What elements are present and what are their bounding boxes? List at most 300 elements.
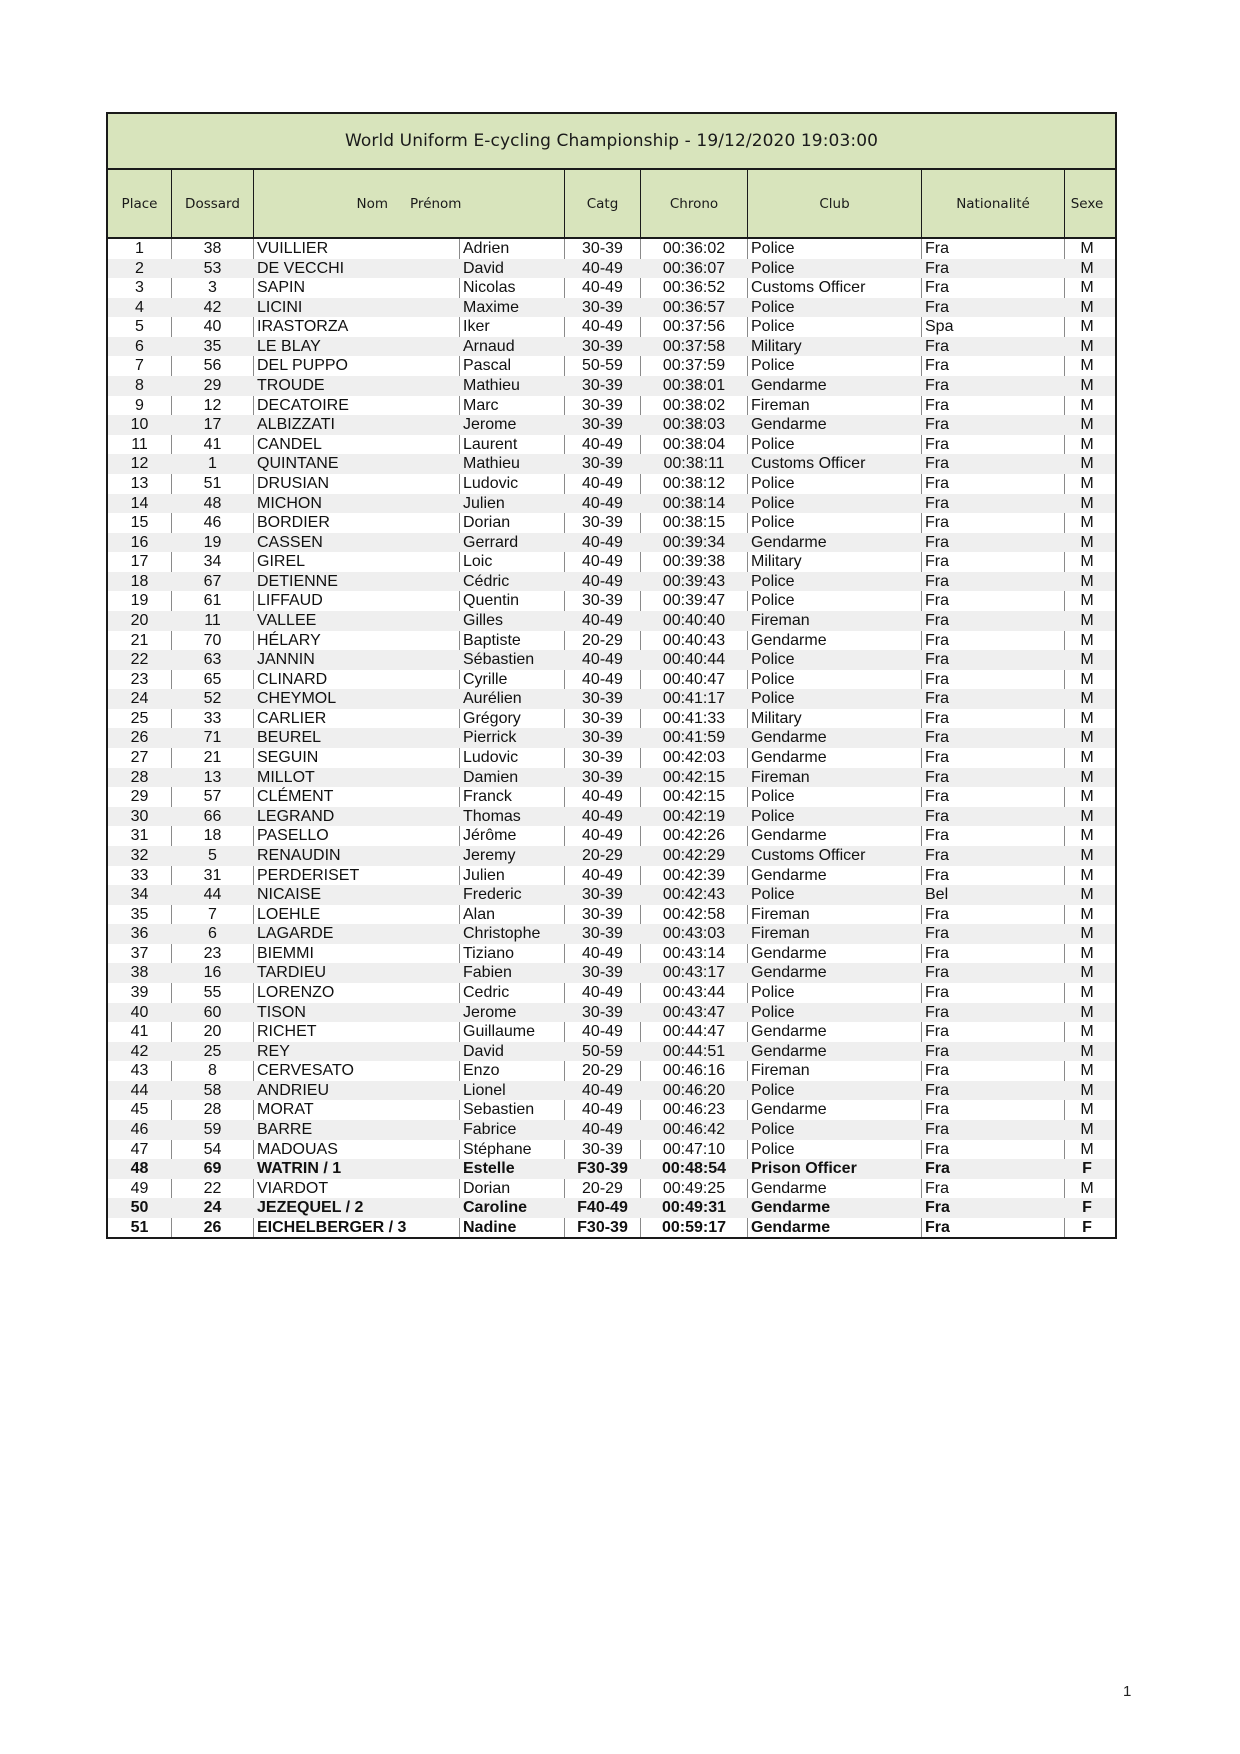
- cell-nom: VUILLIER: [253, 239, 459, 259]
- cell-prenom: Pierrick: [463, 729, 517, 747]
- cell-dossard: 25: [203, 1042, 222, 1060]
- cell-place: 34: [130, 886, 149, 904]
- cell-club: Gendarme: [751, 1042, 827, 1060]
- cell-club: Fireman: [751, 611, 810, 629]
- cell-prenom: Jérôme: [459, 826, 564, 846]
- cell-place: 8: [135, 377, 144, 395]
- cell-nom: JANNIN: [257, 651, 315, 669]
- cell-place: 29: [130, 788, 149, 806]
- cell-sexe: M: [1080, 1042, 1094, 1060]
- cell-sexe: M: [1080, 964, 1094, 982]
- table-row: [108, 572, 1115, 592]
- cell-nom: WATRIN / 1: [257, 1160, 342, 1178]
- cell-sexe: M: [1080, 298, 1094, 316]
- cell-dossard: 23: [171, 944, 253, 964]
- cell-place: 31: [130, 827, 149, 845]
- header-catg: Catg: [564, 170, 640, 237]
- cell-chrono: 00:43:47: [662, 1003, 726, 1021]
- cell-club: Gendarme: [751, 729, 827, 747]
- cell-sexe: M: [1080, 690, 1094, 708]
- cell-catg: 30-39: [564, 709, 640, 729]
- cell-club: Police: [751, 690, 795, 708]
- cell-nom: SAPIN: [253, 278, 459, 298]
- cell-nationalite: Fra: [925, 1003, 949, 1021]
- cell-club: Military: [751, 337, 802, 355]
- cell-dossard: 57: [171, 787, 253, 807]
- cell-chrono: 00:38:11: [663, 455, 725, 473]
- table-row: [108, 239, 1115, 259]
- cell-place: 32: [130, 846, 149, 864]
- cell-nationalite: Fra: [925, 1121, 949, 1139]
- cell-sexe: M: [1064, 396, 1109, 416]
- cell-prenom: Iker: [459, 317, 564, 337]
- cell-sexe: M: [1064, 1140, 1109, 1160]
- table-row: [108, 670, 1115, 690]
- table-row: [108, 748, 1115, 768]
- cell-chrono: 00:36:02: [640, 239, 747, 259]
- cell-dossard: 61: [171, 591, 253, 611]
- cell-dossard: 58: [203, 1081, 222, 1099]
- cell-sexe: M: [1064, 1061, 1109, 1081]
- cell-place: 19: [130, 592, 149, 610]
- cell-dossard: 71: [203, 729, 222, 747]
- cell-place: 51: [130, 1218, 149, 1236]
- cell-chrono: 00:42:29: [662, 846, 726, 864]
- cell-sexe: M: [1064, 513, 1109, 533]
- cell-catg: 50-59: [564, 356, 640, 376]
- cell-nationalite: Fra: [925, 846, 949, 864]
- table-row: [108, 533, 1115, 553]
- cell-sexe: M: [1064, 709, 1109, 729]
- cell-dossard: 59: [203, 1121, 222, 1139]
- cell-nom: TISON: [257, 1003, 306, 1021]
- cell-prenom: Jerome: [463, 1003, 517, 1021]
- table-row: [108, 650, 1115, 670]
- cell-catg: 30-39: [582, 729, 623, 747]
- cell-catg: 20-29: [564, 1179, 640, 1199]
- header-chrono: Chrono: [640, 170, 747, 237]
- cell-dossard: 13: [203, 768, 222, 786]
- cell-place: 49: [130, 1179, 149, 1197]
- table-row: [108, 1003, 1115, 1023]
- cell-chrono: 00:37:59: [640, 356, 747, 376]
- cell-prenom: Cedric: [459, 983, 564, 1003]
- table-row: [108, 1100, 1115, 1120]
- cell-dossard: 54: [171, 1140, 253, 1160]
- cell-dossard: 66: [203, 807, 222, 825]
- table-row: [108, 552, 1115, 572]
- cell-club: Gendarme: [747, 1022, 921, 1042]
- cell-chrono: 00:37:58: [662, 337, 726, 355]
- cell-catg: 30-39: [582, 886, 623, 904]
- cell-club: Prison Officer: [751, 1160, 857, 1178]
- cell-dossard: 16: [203, 964, 222, 982]
- cell-catg: 40-49: [564, 944, 640, 964]
- cell-place: 39: [130, 983, 149, 1001]
- cell-nom: RICHET: [253, 1022, 459, 1042]
- cell-club: Fireman: [751, 768, 810, 786]
- cell-nom: MADOUAS: [253, 1140, 459, 1160]
- cell-catg: 40-49: [582, 611, 623, 629]
- cell-club: Gendarme: [747, 826, 921, 846]
- table-row: [108, 337, 1115, 357]
- cell-club: Gendarme: [751, 533, 827, 551]
- cell-chrono: 00:46:23: [640, 1100, 747, 1120]
- cell-nom: LE BLAY: [257, 337, 321, 355]
- cell-chrono: 00:39:38: [640, 552, 747, 572]
- cell-nom: DE VECCHI: [257, 259, 345, 277]
- cell-dossard: 38: [171, 239, 253, 259]
- cell-catg: 30-39: [564, 905, 640, 925]
- cell-prenom: Loic: [459, 552, 564, 572]
- header-nom: Nom: [356, 195, 389, 212]
- cell-nationalite: Fra: [921, 552, 1064, 572]
- cell-catg: 40-49: [582, 651, 623, 669]
- cell-prenom: Gerrard: [463, 533, 519, 551]
- cell-sexe: M: [1080, 768, 1094, 786]
- cell-dossard: 5: [208, 846, 217, 864]
- cell-nom: JEZEQUEL / 2: [257, 1199, 364, 1217]
- cell-dossard: 65: [171, 670, 253, 690]
- table-header: [108, 170, 1115, 239]
- cell-sexe: M: [1064, 591, 1109, 611]
- cell-nationalite: Fra: [925, 807, 949, 825]
- cell-sexe: M: [1064, 670, 1109, 690]
- cell-sexe: M: [1080, 886, 1094, 904]
- cell-prenom: Estelle: [463, 1160, 515, 1178]
- cell-dossard: 28: [171, 1100, 253, 1120]
- cell-sexe: M: [1080, 651, 1094, 669]
- cell-chrono: 00:42:26: [640, 826, 747, 846]
- cell-catg: 40-49: [564, 866, 640, 886]
- cell-club: Gendarme: [751, 1199, 831, 1217]
- cell-prenom: Dorian: [459, 1179, 564, 1199]
- cell-nom: GIREL: [253, 552, 459, 572]
- cell-nom: BARRE: [257, 1121, 313, 1139]
- cell-catg: 30-39: [582, 337, 623, 355]
- cell-sexe: M: [1080, 377, 1094, 395]
- cell-club: Fireman: [747, 396, 921, 416]
- cell-nom: MICHON: [257, 494, 322, 512]
- cell-prenom: Maxime: [463, 298, 520, 316]
- cell-place: 5: [135, 318, 144, 336]
- cell-catg: 40-49: [582, 494, 623, 512]
- cell-catg: F40-49: [577, 1199, 628, 1217]
- cell-prenom: Christophe: [463, 925, 541, 943]
- cell-nationalite: Fra: [925, 1199, 950, 1217]
- cell-catg: 30-39: [582, 1003, 623, 1021]
- cell-catg: 40-49: [582, 572, 623, 590]
- cell-chrono: 00:41:17: [662, 690, 726, 708]
- cell-sexe: M: [1080, 259, 1094, 277]
- cell-dossard: 69: [203, 1160, 222, 1178]
- cell-sexe: M: [1080, 1003, 1094, 1021]
- cell-chrono: 00:40:40: [662, 611, 726, 629]
- cell-prenom: Arnaud: [463, 337, 515, 355]
- cell-place: 7: [135, 357, 144, 375]
- table-row: [108, 376, 1115, 396]
- cell-place: 24: [130, 690, 149, 708]
- cell-sexe: M: [1080, 455, 1094, 473]
- table-row: [108, 768, 1115, 788]
- cell-sexe: M: [1064, 905, 1109, 925]
- cell-catg: 30-39: [564, 239, 640, 259]
- cell-chrono: 00:43:14: [640, 944, 747, 964]
- table-row: [108, 317, 1115, 337]
- cell-chrono: 00:46:20: [662, 1081, 726, 1099]
- table-row: [108, 1179, 1115, 1199]
- table-row: [108, 1061, 1115, 1081]
- cell-place: 42: [130, 1042, 149, 1060]
- cell-dossard: 18: [171, 826, 253, 846]
- cell-prenom: Thomas: [463, 807, 521, 825]
- cell-club: Police: [747, 591, 921, 611]
- cell-catg: 40-49: [564, 278, 640, 298]
- cell-club: Police: [747, 435, 921, 455]
- cell-nationalite: Fra: [921, 709, 1064, 729]
- cell-catg: 40-49: [564, 826, 640, 846]
- cell-prenom: Mathieu: [463, 377, 520, 395]
- cell-prenom: Baptiste: [459, 631, 564, 651]
- cell-prenom: Damien: [463, 768, 519, 786]
- cell-club: Police: [747, 513, 921, 533]
- cell-chrono: 00:42:43: [662, 886, 726, 904]
- cell-sexe: M: [1064, 631, 1109, 651]
- cell-prenom: Marc: [459, 396, 564, 416]
- cell-chrono: 00:38:02: [640, 396, 747, 416]
- cell-prenom: Franck: [459, 787, 564, 807]
- cell-nom: SEGUIN: [253, 748, 459, 768]
- cell-club: Gendarme: [747, 631, 921, 651]
- cell-nom: VALLEE: [257, 611, 317, 629]
- cell-chrono: 00:39:34: [662, 533, 726, 551]
- cell-sexe: F: [1082, 1160, 1092, 1178]
- cell-dossard: 31: [171, 866, 253, 886]
- cell-place: 47: [130, 1140, 149, 1158]
- cell-dossard: 70: [171, 631, 253, 651]
- cell-place: 11: [131, 435, 148, 453]
- cell-dossard: 8: [171, 1061, 253, 1081]
- table-row: [108, 728, 1115, 748]
- cell-place: 22: [130, 651, 149, 669]
- cell-chrono: 00:36:52: [640, 278, 747, 298]
- cell-prenom: Stéphane: [459, 1140, 564, 1160]
- cell-place: 1: [135, 240, 144, 257]
- cell-chrono: 00:41:33: [640, 709, 747, 729]
- cell-nationalite: Fra: [925, 1081, 949, 1099]
- cell-chrono: 00:59:17: [640, 1218, 747, 1238]
- cell-club: Gendarme: [747, 866, 921, 886]
- cell-chrono: 00:44:47: [640, 1022, 747, 1042]
- cell-club: Police: [751, 651, 795, 669]
- cell-catg: 30-39: [582, 298, 623, 316]
- cell-prenom: Frederic: [463, 886, 522, 904]
- cell-prenom: Fabien: [463, 964, 512, 982]
- cell-prenom: Laurent: [459, 435, 564, 455]
- cell-club: Gendarme: [751, 416, 827, 434]
- cell-dossard: 35: [203, 337, 222, 355]
- cell-place: 10: [130, 416, 149, 434]
- cell-nom: MILLOT: [257, 768, 315, 786]
- cell-prenom: Adrien: [459, 239, 564, 259]
- cell-nom: BORDIER: [253, 513, 459, 533]
- cell-prenom: Grégory: [459, 709, 564, 729]
- table-row: [108, 944, 1115, 964]
- cell-dossard: 26: [171, 1218, 253, 1238]
- cell-place: 25: [130, 709, 149, 727]
- cell-nom: VIARDOT: [253, 1179, 459, 1199]
- cell-club: Gendarme: [747, 748, 921, 768]
- cell-chrono: 00:37:56: [640, 317, 747, 337]
- cell-club: Police: [747, 787, 921, 807]
- cell-chrono: 00:40:47: [640, 670, 747, 690]
- cell-sexe: M: [1080, 925, 1094, 943]
- header-sexe: Sexe: [1064, 170, 1109, 237]
- cell-nationalite: Fra: [921, 631, 1064, 651]
- cell-catg: 40-49: [564, 317, 640, 337]
- header-nom-prenom: [253, 170, 564, 237]
- cell-sexe: M: [1080, 729, 1094, 747]
- cell-catg: 20-29: [564, 1061, 640, 1081]
- cell-nationalite: Fra: [925, 533, 949, 551]
- cell-nom: CLÉMENT: [253, 787, 459, 807]
- cell-sexe: M: [1080, 416, 1094, 434]
- cell-nom: DEL PUPPO: [253, 356, 459, 376]
- cell-dossard: 19: [203, 533, 222, 551]
- cell-place: 26: [130, 729, 149, 747]
- cell-nationalite: Fra: [921, 866, 1064, 886]
- cell-sexe: M: [1064, 1179, 1109, 1199]
- cell-nationalite: Fra: [925, 729, 949, 747]
- cell-prenom: Enzo: [459, 1061, 564, 1081]
- cell-place: 46: [130, 1121, 149, 1139]
- cell-chrono: 00:38:03: [662, 416, 726, 434]
- cell-prenom: Cédric: [463, 572, 510, 590]
- cell-dossard: 11: [204, 611, 221, 629]
- cell-prenom: Gilles: [463, 611, 504, 629]
- cell-club: Gendarme: [747, 944, 921, 964]
- cell-nom: BEUREL: [257, 729, 322, 747]
- cell-place: 14: [130, 494, 149, 512]
- cell-nationalite: Fra: [925, 259, 949, 277]
- cell-chrono: 00:36:57: [662, 298, 726, 316]
- cell-catg: 40-49: [564, 552, 640, 572]
- cell-nationalite: Fra: [921, 787, 1064, 807]
- cell-place: 4: [135, 298, 144, 316]
- cell-dossard: 29: [203, 377, 222, 395]
- cell-prenom: Nicolas: [459, 278, 564, 298]
- cell-nationalite: Fra: [925, 494, 949, 512]
- cell-catg: 20-29: [582, 846, 623, 864]
- cell-nationalite: Fra: [921, 1061, 1064, 1081]
- cell-place: 44: [130, 1081, 149, 1099]
- cell-prenom: Guillaume: [459, 1022, 564, 1042]
- cell-catg: 30-39: [582, 455, 623, 473]
- cell-dossard: 41: [171, 435, 253, 455]
- cell-dossard: 17: [203, 416, 222, 434]
- cell-dossard: 12: [171, 396, 253, 416]
- cell-prenom: Jeremy: [463, 846, 516, 864]
- table-row: [108, 631, 1115, 651]
- table-row: [108, 298, 1115, 318]
- cell-catg: 20-29: [564, 631, 640, 651]
- cell-nationalite: Fra: [925, 1160, 950, 1178]
- cell-dossard: 52: [203, 690, 222, 708]
- cell-nom: HÉLARY: [253, 631, 459, 651]
- cell-dossard: 33: [171, 709, 253, 729]
- cell-chrono: 00:38:14: [662, 494, 726, 512]
- cell-nationalite: Fra: [925, 925, 949, 943]
- cell-place: 48: [130, 1160, 149, 1178]
- table-row: [108, 474, 1115, 494]
- cell-nationalite: Fra: [921, 356, 1064, 376]
- cell-chrono: 00:42:39: [640, 866, 747, 886]
- cell-sexe: M: [1064, 1022, 1109, 1042]
- cell-nationalite: Fra: [921, 983, 1064, 1003]
- document-title: World Uniform E-cycling Championship - 19/12/2020 19:03:00: [108, 114, 1115, 170]
- table-row: [108, 454, 1115, 474]
- cell-prenom: Pascal: [459, 356, 564, 376]
- cell-catg: 30-39: [582, 964, 623, 982]
- cell-dossard: 6: [208, 925, 217, 943]
- cell-club: Customs Officer: [751, 846, 866, 864]
- cell-prenom: Fabrice: [463, 1121, 517, 1139]
- cell-club: Police: [751, 886, 795, 904]
- cell-club: Fireman: [751, 925, 810, 943]
- cell-nom: DETIENNE: [257, 572, 338, 590]
- cell-sexe: M: [1064, 1100, 1109, 1120]
- cell-catg: F30-39: [564, 1218, 640, 1238]
- cell-sexe: M: [1064, 317, 1109, 337]
- cell-chrono: 00:46:16: [640, 1061, 747, 1081]
- cell-nom: LICINI: [257, 298, 303, 316]
- cell-chrono: 00:39:43: [662, 572, 726, 590]
- cell-nationalite: Fra: [921, 826, 1064, 846]
- cell-sexe: M: [1064, 552, 1109, 572]
- cell-place: 21: [130, 631, 149, 649]
- cell-club: Fireman: [747, 905, 921, 925]
- cell-place: 2: [135, 259, 144, 277]
- cell-catg: 40-49: [564, 787, 640, 807]
- table-row: [108, 826, 1115, 846]
- cell-catg: 40-49: [582, 1121, 623, 1139]
- table-row: [108, 611, 1115, 631]
- cell-place: 35: [130, 905, 149, 923]
- cell-nationalite: Fra: [921, 1140, 1064, 1160]
- cell-prenom: Dorian: [459, 513, 564, 533]
- cell-nom: QUINTANE: [257, 455, 339, 473]
- cell-catg: 30-39: [564, 513, 640, 533]
- cell-prenom: Lionel: [463, 1081, 506, 1099]
- cell-place: 30: [130, 807, 149, 825]
- cell-club: Police: [747, 1140, 921, 1160]
- cell-dossard: 46: [171, 513, 253, 533]
- cell-club: Police: [747, 356, 921, 376]
- cell-nom: PASELLO: [253, 826, 459, 846]
- cell-club: Gendarme: [747, 1100, 921, 1120]
- cell-club: Police: [751, 1081, 795, 1099]
- cell-club: Police: [751, 1003, 795, 1021]
- cell-nationalite: Bel: [925, 886, 949, 904]
- cell-nationalite: Fra: [921, 278, 1064, 298]
- cell-catg: 30-39: [582, 416, 623, 434]
- cell-sexe: M: [1064, 356, 1109, 376]
- cell-chrono: 00:42:15: [662, 768, 726, 786]
- cell-chrono: 00:42:58: [640, 905, 747, 925]
- cell-dossard: 24: [203, 1199, 222, 1217]
- cell-catg: 40-49: [564, 474, 640, 494]
- header-prenom: Prénom: [410, 195, 462, 212]
